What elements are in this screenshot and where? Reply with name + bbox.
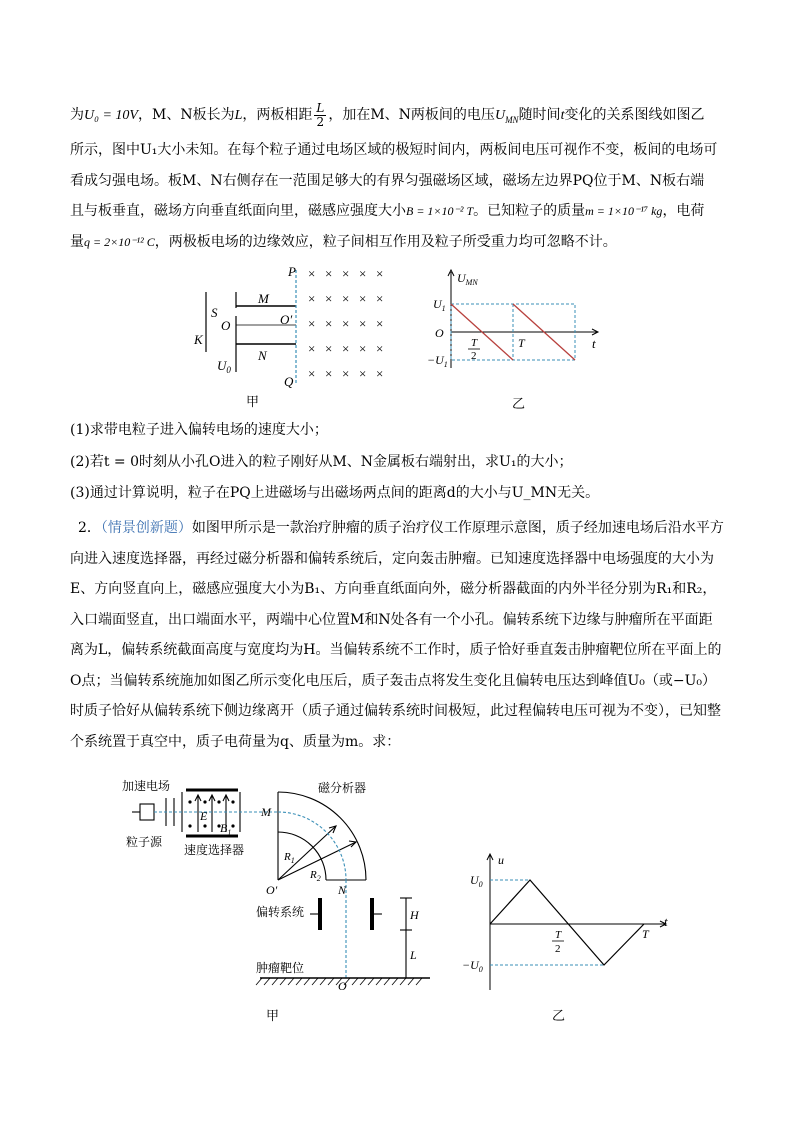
text-fragment: 量 [70,233,84,250]
label-b1-sub: 1 [227,828,232,837]
figure2-left-caption: 甲 [266,1008,280,1023]
graph2-u0-sub: 0 [478,880,483,889]
hatch-line [312,978,318,985]
field-cross: × [308,341,316,356]
graph2-x-label: t [664,914,668,929]
field-cross: × [308,266,316,281]
b-field-dot [203,824,206,827]
label-q: Q [284,374,294,389]
text-fragment: 如图甲所示是一款治疗肿瘤的质子治疗仪工作原理示意图，质子经加速电场后沿水平方 [191,520,724,536]
label-u0-sub: 0 [226,365,231,375]
graph2-u0 [470,873,483,889]
graph1-ylabel [457,271,478,287]
field-cross: × [342,316,350,331]
label-l: L [410,948,417,962]
figure2-u-graph [487,854,666,990]
field-cross: × [376,366,384,381]
figure1 [180,260,620,410]
label-o2: O [338,979,347,993]
problem1-line4 [70,196,730,227]
figure2-right-caption: 乙 [552,1008,566,1023]
graph2-neg-u0-sub: 0 [478,965,483,974]
problem1-line5 [70,227,730,258]
label-o-prime2: O′ [266,883,278,897]
text-fragment: ，电荷 [662,203,705,220]
problem2-line3: E、方向竖直向上，磁感应强度大小为B₁、方向垂直纸面向外，磁分析器截面的内外半径分别为R₁和R₂， [70,581,717,597]
field-cross: × [376,316,384,331]
problem1-text [70,100,730,257]
graph2-neg-u0 [462,958,483,974]
umn-symbol: U [494,108,506,123]
label-m2: M [261,805,271,819]
field-cross: × [308,366,316,381]
problem2-line8: 个系统置于真空中，质子电荷量为q、质量为m。求： [70,733,401,750]
hatch-line [408,978,414,985]
graph2-ylabel: u [498,853,504,867]
graph2-thalf-num: T [555,929,562,941]
problem1-line1 [70,100,730,135]
particle-source-box [140,804,154,820]
label-analyzer: 磁分析器 [318,781,367,795]
field-cross: × [308,316,316,331]
label-k: K [194,332,203,347]
field-cross: × [359,266,367,281]
text-fragment: 。已知粒子的质量 [473,203,586,220]
text-fragment: 变化的关系图线如图乙 [564,107,705,123]
hatch-line [352,978,358,985]
label-r1 [283,851,295,865]
label-deflection-system: 偏转系统 [256,905,305,919]
field-cross: × [376,266,384,281]
figure2 [110,770,690,1030]
field-cross: × [359,366,367,381]
hatch-line [296,978,302,985]
graph1-u1-main: U [433,297,442,311]
b-field-dot [231,800,234,803]
graph1-neg-u1-sub: 1 [443,360,448,369]
problem1-line3: 看成匀强电场。板M、N右侧存在一范围足够大的有界匀强磁场区域，磁场左边界PQ位于M、N板右端 [70,172,705,189]
b-field-dot [217,800,220,803]
graph2-thalf-den: 2 [555,943,561,955]
umn-subscript: MN [505,114,519,125]
field-cross: × [376,341,384,356]
field-cross: × [359,316,367,331]
hatch-line [280,978,286,985]
field-cross: × [376,291,384,306]
label-r2-sub: 2 [316,874,321,883]
graph1-thalf-den: 2 [471,350,477,362]
hatch-line [328,978,334,985]
graph2-t-label: T [642,927,649,941]
problem2-text [70,513,730,757]
b-field-dot [203,800,206,803]
label-n2: N [338,883,347,897]
label-target: 肿瘤靶位 [256,961,305,975]
problem2-line4: 入口端面竖直，出口端面水平，两端中心位置M和N处各有一个小孔。偏转系统下边缘与肿瘤所在平面距 [70,611,713,628]
problem2-line6: O点；当偏转系统施加如图乙所示变化电压后，质子轰击点将发生变化且偏转电压达到峰值U₀（或−U₀） [70,672,717,689]
figure1-right-caption: 乙 [512,396,526,410]
label-u0-main: U [217,358,227,373]
b-field-dot [188,800,191,803]
graph1-t-label: T [518,336,525,350]
field-cross: × [325,341,333,356]
problem2-line2: 向进入速度选择器，再经过磁分析器和偏转系统后，定向轰击肿瘤。已知速度选择器中电场强度的大小为 [70,550,714,567]
label-b1 [220,821,231,837]
graph2-voltage-curve [490,880,644,965]
fraction-numerator: L [316,100,325,115]
label-m: M [258,291,269,306]
hatch-line [288,978,294,985]
m-value: m = 1×10⁻¹⁷ kg [585,204,663,219]
b-field-dot [231,824,234,827]
graph2-neg-u0-main: −U [462,958,479,972]
graph1-neg-u1-main: −U [427,353,444,367]
b-value: B = 1×10⁻² T [406,204,474,219]
text-fragment: 为 [70,107,84,123]
hatch-line [256,978,262,985]
label-o: O [221,318,231,333]
field-cross: × [359,291,367,306]
problem1-line2: 所示，图中U₁大小未知。在每个粒子通过电场区域的极短时间内，两板间电压可视作不变，板间的电场可 [70,142,718,159]
field-cross: × [342,291,350,306]
graph1-u1 [433,297,446,313]
label-p: P [288,264,296,279]
b-field-dot [188,824,191,827]
label-r2-main: R [310,869,317,881]
magnetic-field-crosses [308,266,383,381]
field-cross: × [325,366,333,381]
hatch-line [320,978,326,985]
graph1-neg-u1 [427,353,448,369]
problem2-line1 [70,513,730,544]
analyzer-outer-arc [278,792,366,880]
plate-length: L [234,108,243,123]
text-fragment: ，两极板电场的边缘效应，粒子间相互作用及粒子所受重力均可忽略不计。 [154,233,617,250]
label-r2 [309,869,321,883]
label-velocity-selector: 速度选择器 [184,843,245,857]
field-cross: × [325,266,333,281]
fraction-l-over-2 [314,102,326,129]
question-1-3: (3)通过计算说明，粒子在PQ上进磁场与出磁场两点间的距离d的大小与U_MN无关。 [70,485,600,501]
label-n: N [258,348,267,363]
figure2-apparatus [132,790,430,978]
graph1-ylabel-main: U [457,271,466,285]
field-cross: × [359,341,367,356]
problem2-line7: 时质子恰好从偏转系统下侧边缘离开（质子通过偏转系统时间极短，此过程偏转电压可视为不变），已知整 [70,703,721,719]
hatch-line [416,978,422,985]
field-cross: × [342,366,350,381]
field-cross: × [342,341,350,356]
problem2-tag: （情景创新题） [100,520,192,536]
u0-value: U₀ = 10V [84,108,138,123]
hatch-line [400,978,406,985]
label-r1-sub: 1 [290,856,295,865]
text-fragment: ，M、N板长为 [137,107,235,123]
hatch-line [368,978,374,985]
problem2-number: 2． [78,520,101,536]
text-fragment: 且与板垂直，磁场方向垂直纸面向里，磁感应强度大小 [70,203,406,220]
field-cross: × [308,291,316,306]
hatch-line [264,978,270,985]
question-1-2: (2)若t = 0时刻从小孔O进入的粒子刚好从M、N金属板右端射出，求U₁的大小； [70,454,573,470]
field-cross: × [342,266,350,281]
hatch-line [272,978,278,985]
label-particle-source: 粒子源 [126,835,163,849]
label-e: E [200,809,208,823]
text-fragment: ，两板相距 [242,107,313,123]
fraction-denominator: 2 [316,114,325,129]
text-fragment: 随时间 [518,107,561,123]
hatch-line [360,978,366,985]
text-fragment: ，加在M、N两板间的电压 [328,107,495,123]
field-cross: × [325,291,333,306]
hatch-line [384,978,390,985]
label-h: H [410,908,419,922]
graph1-origin: O [435,326,444,340]
time-symbol: t [560,108,565,123]
q-value: q = 2×10⁻¹² C [84,234,155,249]
figure1-left-caption: 甲 [246,394,260,409]
label-b1-main: B [220,821,228,835]
graph2-u0-main: U [470,873,479,887]
graph1-thalf-num: T [471,337,478,349]
label-r1-main: R [284,851,291,863]
label-o-prime: O′ [280,312,293,327]
graph1-x-label: t [592,336,596,351]
hatch-line [376,978,382,985]
label-accel-field: 加速电场 [122,779,171,793]
question-1-1: (1)求带电粒子进入偏转电场的速度大小； [70,422,328,438]
hatch-line [392,978,398,985]
problem2-line5: 离为L，偏转系统截面高度与宽度均为H。当偏转系统不工作时，质子恰好垂直轰击肿瘤靶位所在平面上的 [70,642,722,658]
label-u0 [217,358,231,375]
graph1-ylabel-sub: MN [465,278,478,287]
graph1-u1-sub: 1 [441,304,446,313]
field-cross: × [325,316,333,331]
hatch-line [304,978,310,985]
label-s: S [211,305,218,320]
